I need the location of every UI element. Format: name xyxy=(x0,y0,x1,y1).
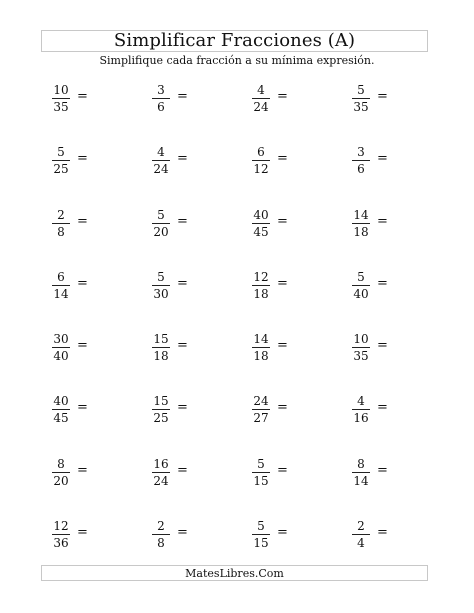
fraction-bar xyxy=(52,98,70,99)
fraction-denominator: 16 xyxy=(353,410,369,425)
fraction xyxy=(48,268,74,302)
equals-sign: = xyxy=(177,525,188,540)
equals-sign: = xyxy=(77,525,88,540)
fraction-denominator: 12 xyxy=(253,161,269,176)
problem-item xyxy=(48,330,110,364)
problem-item xyxy=(348,392,410,426)
fraction-bar xyxy=(152,409,170,410)
fraction-bar xyxy=(152,98,170,99)
equals-sign: = xyxy=(377,400,388,415)
fraction-bar xyxy=(52,409,70,410)
fraction-bar xyxy=(52,347,70,348)
fraction-denominator: 25 xyxy=(153,410,169,425)
equals-sign: = xyxy=(377,276,388,291)
fraction-denominator: 35 xyxy=(53,99,69,114)
fraction-bar xyxy=(252,98,270,99)
fraction-bar xyxy=(252,285,270,286)
fraction-denominator: 20 xyxy=(153,224,169,239)
equals-sign: = xyxy=(277,338,288,353)
problem-item xyxy=(148,268,210,302)
problem-item xyxy=(348,143,410,177)
fraction-bar xyxy=(352,285,370,286)
problem-item xyxy=(248,143,310,177)
problem-item xyxy=(348,81,410,115)
footer-box xyxy=(41,565,428,581)
fraction xyxy=(248,330,274,364)
fraction xyxy=(148,392,174,426)
fraction-denominator: 40 xyxy=(353,286,369,301)
fraction-numerator: 16 xyxy=(153,456,169,471)
fraction-numerator: 2 xyxy=(157,518,165,533)
problem-item xyxy=(148,81,210,115)
equals-sign: = xyxy=(277,89,288,104)
equals-sign: = xyxy=(277,214,288,229)
equals-sign: = xyxy=(277,151,288,166)
fraction-numerator: 8 xyxy=(357,456,365,471)
problem-item xyxy=(248,392,310,426)
fraction-numerator: 30 xyxy=(53,331,69,346)
fraction xyxy=(48,81,74,115)
fraction xyxy=(48,455,74,489)
fraction-bar xyxy=(52,160,70,161)
fraction-denominator: 35 xyxy=(353,348,369,363)
fraction-denominator: 8 xyxy=(57,224,65,239)
problem-item xyxy=(348,268,410,302)
problem-item xyxy=(148,143,210,177)
problem-item xyxy=(248,206,310,240)
fraction-numerator: 14 xyxy=(353,207,369,222)
fraction-denominator: 15 xyxy=(253,535,269,550)
problem-item xyxy=(48,517,110,551)
fraction-bar xyxy=(152,534,170,535)
fraction-bar xyxy=(352,223,370,224)
fraction-denominator: 15 xyxy=(253,473,269,488)
fraction-bar xyxy=(52,534,70,535)
fraction-bar xyxy=(352,98,370,99)
fraction-numerator: 2 xyxy=(357,518,365,533)
equals-sign: = xyxy=(77,214,88,229)
equals-sign: = xyxy=(77,400,88,415)
problem-item xyxy=(48,268,110,302)
fraction-numerator: 5 xyxy=(157,269,165,284)
fraction-numerator: 4 xyxy=(157,144,165,159)
fraction-bar xyxy=(152,223,170,224)
equals-sign: = xyxy=(377,151,388,166)
fraction-numerator: 12 xyxy=(53,518,69,533)
problem-item xyxy=(148,455,210,489)
problem-item xyxy=(48,81,110,115)
fraction xyxy=(48,206,74,240)
equals-sign: = xyxy=(77,338,88,353)
equals-sign: = xyxy=(77,89,88,104)
fraction xyxy=(348,455,374,489)
fraction-numerator: 5 xyxy=(257,518,265,533)
problem-item xyxy=(348,206,410,240)
equals-sign: = xyxy=(77,151,88,166)
equals-sign: = xyxy=(277,400,288,415)
equals-sign: = xyxy=(77,463,88,478)
fraction-denominator: 45 xyxy=(253,224,269,239)
fraction-bar xyxy=(352,409,370,410)
fraction-bar xyxy=(252,160,270,161)
problem-item xyxy=(248,517,310,551)
fraction-bar xyxy=(152,472,170,473)
problem-item xyxy=(48,455,110,489)
equals-sign: = xyxy=(177,276,188,291)
problem-item xyxy=(248,455,310,489)
fraction-denominator: 27 xyxy=(253,410,269,425)
fraction xyxy=(148,517,174,551)
equals-sign: = xyxy=(177,463,188,478)
fraction-denominator: 18 xyxy=(253,348,269,363)
fraction-numerator: 5 xyxy=(57,144,65,159)
fraction-bar xyxy=(252,472,270,473)
fraction xyxy=(148,330,174,364)
fraction-denominator: 35 xyxy=(353,99,369,114)
equals-sign: = xyxy=(377,89,388,104)
fraction xyxy=(248,268,274,302)
problem-item xyxy=(48,206,110,240)
fraction-denominator: 14 xyxy=(353,473,369,488)
fraction-numerator: 24 xyxy=(253,393,269,408)
fraction xyxy=(348,143,374,177)
problem-item xyxy=(248,330,310,364)
problem-item xyxy=(48,143,110,177)
fraction-bar xyxy=(152,347,170,348)
fraction-denominator: 6 xyxy=(357,161,365,176)
fraction-denominator: 8 xyxy=(157,535,165,550)
equals-sign: = xyxy=(177,214,188,229)
fraction-denominator: 24 xyxy=(253,99,269,114)
fraction-numerator: 12 xyxy=(253,269,269,284)
fraction-bar xyxy=(252,409,270,410)
fraction xyxy=(48,143,74,177)
fraction-numerator: 5 xyxy=(357,82,365,97)
fraction xyxy=(348,81,374,115)
fraction-denominator: 30 xyxy=(153,286,169,301)
fraction-bar xyxy=(152,285,170,286)
problem-item xyxy=(348,330,410,364)
page-title: Simplificar Fracciones (A) xyxy=(113,30,356,51)
fraction-bar xyxy=(52,223,70,224)
fraction xyxy=(348,206,374,240)
fraction-denominator: 20 xyxy=(53,473,69,488)
fraction xyxy=(248,517,274,551)
fraction xyxy=(48,517,74,551)
fraction-denominator: 45 xyxy=(53,410,69,425)
fraction xyxy=(148,143,174,177)
fraction-numerator: 40 xyxy=(253,207,269,222)
fraction-bar xyxy=(352,472,370,473)
fraction xyxy=(48,330,74,364)
problem-item xyxy=(48,392,110,426)
fraction-denominator: 24 xyxy=(153,473,169,488)
fraction xyxy=(248,81,274,115)
fraction xyxy=(348,268,374,302)
equals-sign: = xyxy=(177,89,188,104)
fraction-numerator: 10 xyxy=(353,331,369,346)
equals-sign: = xyxy=(277,525,288,540)
fraction-bar xyxy=(252,534,270,535)
fraction-denominator: 18 xyxy=(253,286,269,301)
problem-item xyxy=(148,392,210,426)
footer-site: MatesLibres.Com xyxy=(185,566,284,580)
problem-item xyxy=(148,517,210,551)
problem-item xyxy=(248,81,310,115)
fraction xyxy=(248,143,274,177)
fraction-bar xyxy=(352,534,370,535)
fraction xyxy=(48,392,74,426)
equals-sign: = xyxy=(277,463,288,478)
fraction-numerator: 14 xyxy=(253,331,269,346)
instructions: Simplifique cada fracción a su mínima expresión. xyxy=(99,54,375,67)
fraction-numerator: 5 xyxy=(357,269,365,284)
equals-sign: = xyxy=(377,463,388,478)
fraction-numerator: 3 xyxy=(157,82,165,97)
fraction-denominator: 6 xyxy=(157,99,165,114)
fraction-numerator: 8 xyxy=(57,456,65,471)
fraction xyxy=(248,392,274,426)
fraction xyxy=(148,455,174,489)
fraction xyxy=(148,268,174,302)
problem-item xyxy=(348,517,410,551)
fraction xyxy=(348,517,374,551)
fraction-numerator: 2 xyxy=(57,207,65,222)
fraction-numerator: 15 xyxy=(153,331,169,346)
fraction xyxy=(148,81,174,115)
equals-sign: = xyxy=(377,338,388,353)
fraction-denominator: 36 xyxy=(53,535,69,550)
fraction-denominator: 24 xyxy=(153,161,169,176)
fraction-numerator: 5 xyxy=(157,207,165,222)
fraction-numerator: 40 xyxy=(53,393,69,408)
fraction xyxy=(348,330,374,364)
fraction-bar xyxy=(252,347,270,348)
fraction-denominator: 25 xyxy=(53,161,69,176)
equals-sign: = xyxy=(377,214,388,229)
fraction-numerator: 6 xyxy=(257,144,265,159)
fraction-numerator: 10 xyxy=(53,82,69,97)
fraction-denominator: 4 xyxy=(357,535,365,550)
fraction xyxy=(248,455,274,489)
fraction-bar xyxy=(352,160,370,161)
problem-item xyxy=(248,268,310,302)
equals-sign: = xyxy=(277,276,288,291)
fraction-numerator: 4 xyxy=(257,82,265,97)
fraction-bar xyxy=(152,160,170,161)
fraction-numerator: 5 xyxy=(257,456,265,471)
fraction-numerator: 6 xyxy=(57,269,65,284)
fraction-denominator: 18 xyxy=(353,224,369,239)
fraction-denominator: 40 xyxy=(53,348,69,363)
problem-item xyxy=(148,206,210,240)
fraction-bar xyxy=(52,285,70,286)
fraction-bar xyxy=(352,347,370,348)
problem-item xyxy=(148,330,210,364)
fraction-numerator: 15 xyxy=(153,393,169,408)
fraction-denominator: 14 xyxy=(53,286,69,301)
fraction xyxy=(348,392,374,426)
fraction xyxy=(148,206,174,240)
equals-sign: = xyxy=(177,151,188,166)
problem-item xyxy=(348,455,410,489)
equals-sign: = xyxy=(177,338,188,353)
fraction-denominator: 18 xyxy=(153,348,169,363)
equals-sign: = xyxy=(77,276,88,291)
fraction-bar xyxy=(52,472,70,473)
fraction xyxy=(248,206,274,240)
equals-sign: = xyxy=(377,525,388,540)
equals-sign: = xyxy=(177,400,188,415)
fraction-numerator: 3 xyxy=(357,144,365,159)
fraction-bar xyxy=(252,223,270,224)
fraction-numerator: 4 xyxy=(357,393,365,408)
